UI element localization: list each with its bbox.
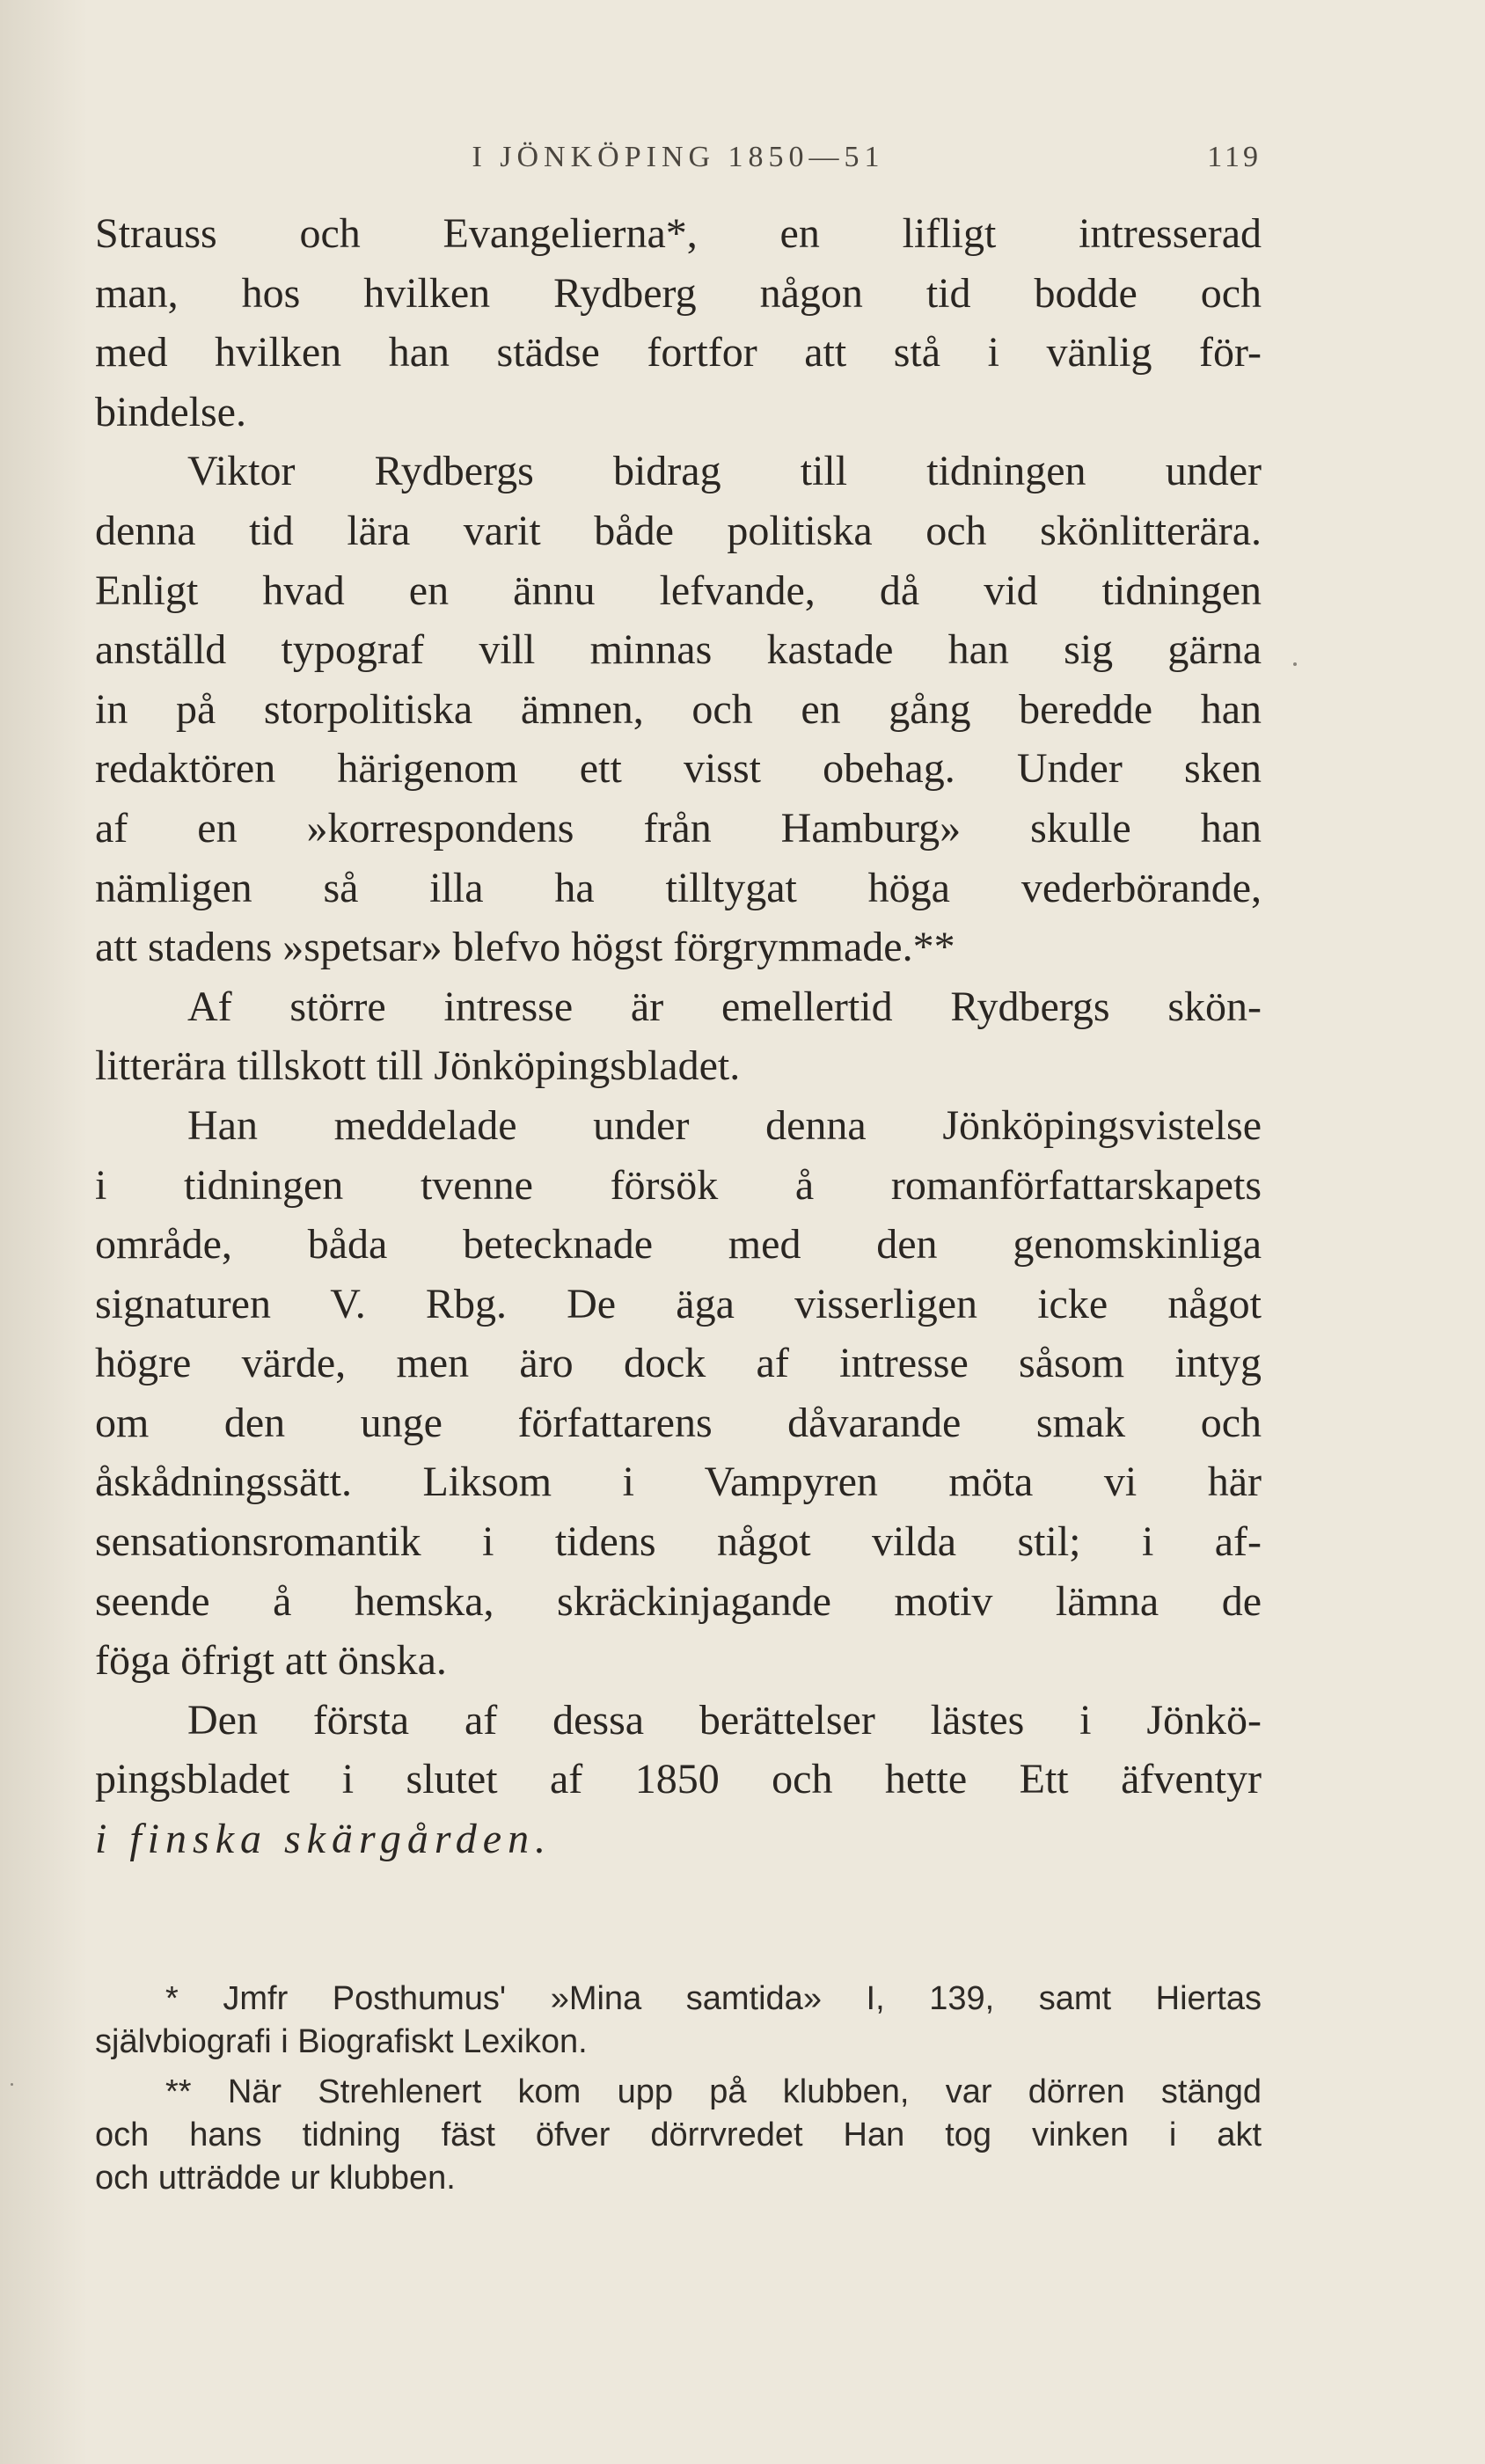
footnote-line: ** När Strehlenert kom upp på klubben, var dörren stängd: [165, 2073, 1262, 2110]
text-line: i finska skärgården.: [95, 1816, 552, 1863]
text-line: sensationsromantik i tidens något vilda stil; i af-: [95, 1518, 1262, 1566]
running-head-title: I JÖNKÖPING 1850—51: [472, 141, 885, 173]
text-line: Af större intresse är emellertid Rydbergs skön-: [187, 983, 1262, 1030]
paper-speck: [1293, 662, 1297, 666]
text-line: Viktor Rydbergs bidrag till tidningen under: [187, 448, 1262, 495]
footnote-spacer: [95, 2064, 1262, 2071]
text-line: högre värde, men äro dock af intresse såsom intyg: [95, 1340, 1262, 1387]
footnote-line: och utträdde ur klubben.: [95, 2160, 456, 2197]
text-line: åskådningssätt. Liksom i Vampyren möta vi här: [95, 1459, 1262, 1506]
text-line: redaktören härigenom ett visst obehag. Under sken: [95, 745, 1262, 793]
text-line: att stadens »spetsar» blefvo högst förgrymmade.**: [95, 924, 955, 971]
text-line: af en »korrespondens från Hamburg» skulle han: [95, 804, 1262, 852]
text-line: pingsbladet i slutet af 1850 och hette Ett äfventyr: [95, 1756, 1262, 1803]
paper-speck: [11, 2083, 13, 2086]
text-line: Strauss och Evangelierna*, en lifligt intresserad: [95, 210, 1262, 257]
footnote-line: och hans tidning fäst öfver dörrvredet Han tog vinken i akt: [95, 2117, 1262, 2153]
text-line: anställd typograf vill minnas kastade han sig gärna: [95, 626, 1262, 674]
text-line: i tidningen tvenne försök å romanförfattarskapets: [95, 1161, 1262, 1209]
text-line: Enligt hvad en ännu lefvande, då vid tidningen: [95, 567, 1262, 614]
text-line: signaturen V. Rbg. De äga visserligen icke något: [95, 1280, 1262, 1327]
page-number: 119: [1207, 141, 1262, 173]
text-line: litterära tillskott till Jönköpingsbladet.: [95, 1042, 741, 1090]
running-head: [95, 141, 1262, 185]
text-line: med hvilken han städse fortfor att stå i vänlig för-: [95, 329, 1262, 377]
text-line: nämligen så illa ha tilltygat höga vederbörande,: [95, 864, 1262, 911]
text-line: område, båda betecknade med den genomskinliga: [95, 1221, 1262, 1269]
text-line: om den unge författarens dåvarande smak och: [95, 1399, 1262, 1446]
text-line: Den första af dessa berättelser lästes i Jönkö-: [187, 1696, 1262, 1744]
body-text: [95, 204, 1262, 1869]
footnote-line: * Jmfr Posthumus' »Mina samtida» I, 139, samt Hiertas: [165, 1980, 1262, 2017]
text-line: denna tid lära varit både politiska och skönlitterära.: [95, 507, 1262, 554]
text-line: in på storpolitiska ämnen, och en gång beredde han: [95, 685, 1262, 733]
page-edge-shading: [0, 0, 88, 2464]
text-line: föga öfrigt att önska.: [95, 1637, 447, 1685]
footnotes: [95, 1978, 1262, 2200]
text-line: seende å hemska, skräckinjagande motiv lämna de: [95, 1577, 1262, 1625]
text-line: man, hos hvilken Rydberg någon tid bodde och: [95, 269, 1262, 317]
text-line: Han meddelade under denna Jönköpingsvistelse: [187, 1101, 1262, 1149]
footnote-line: självbiografi i Biografiskt Lexikon.: [95, 2023, 588, 2060]
text-line: bindelse.: [95, 388, 246, 435]
